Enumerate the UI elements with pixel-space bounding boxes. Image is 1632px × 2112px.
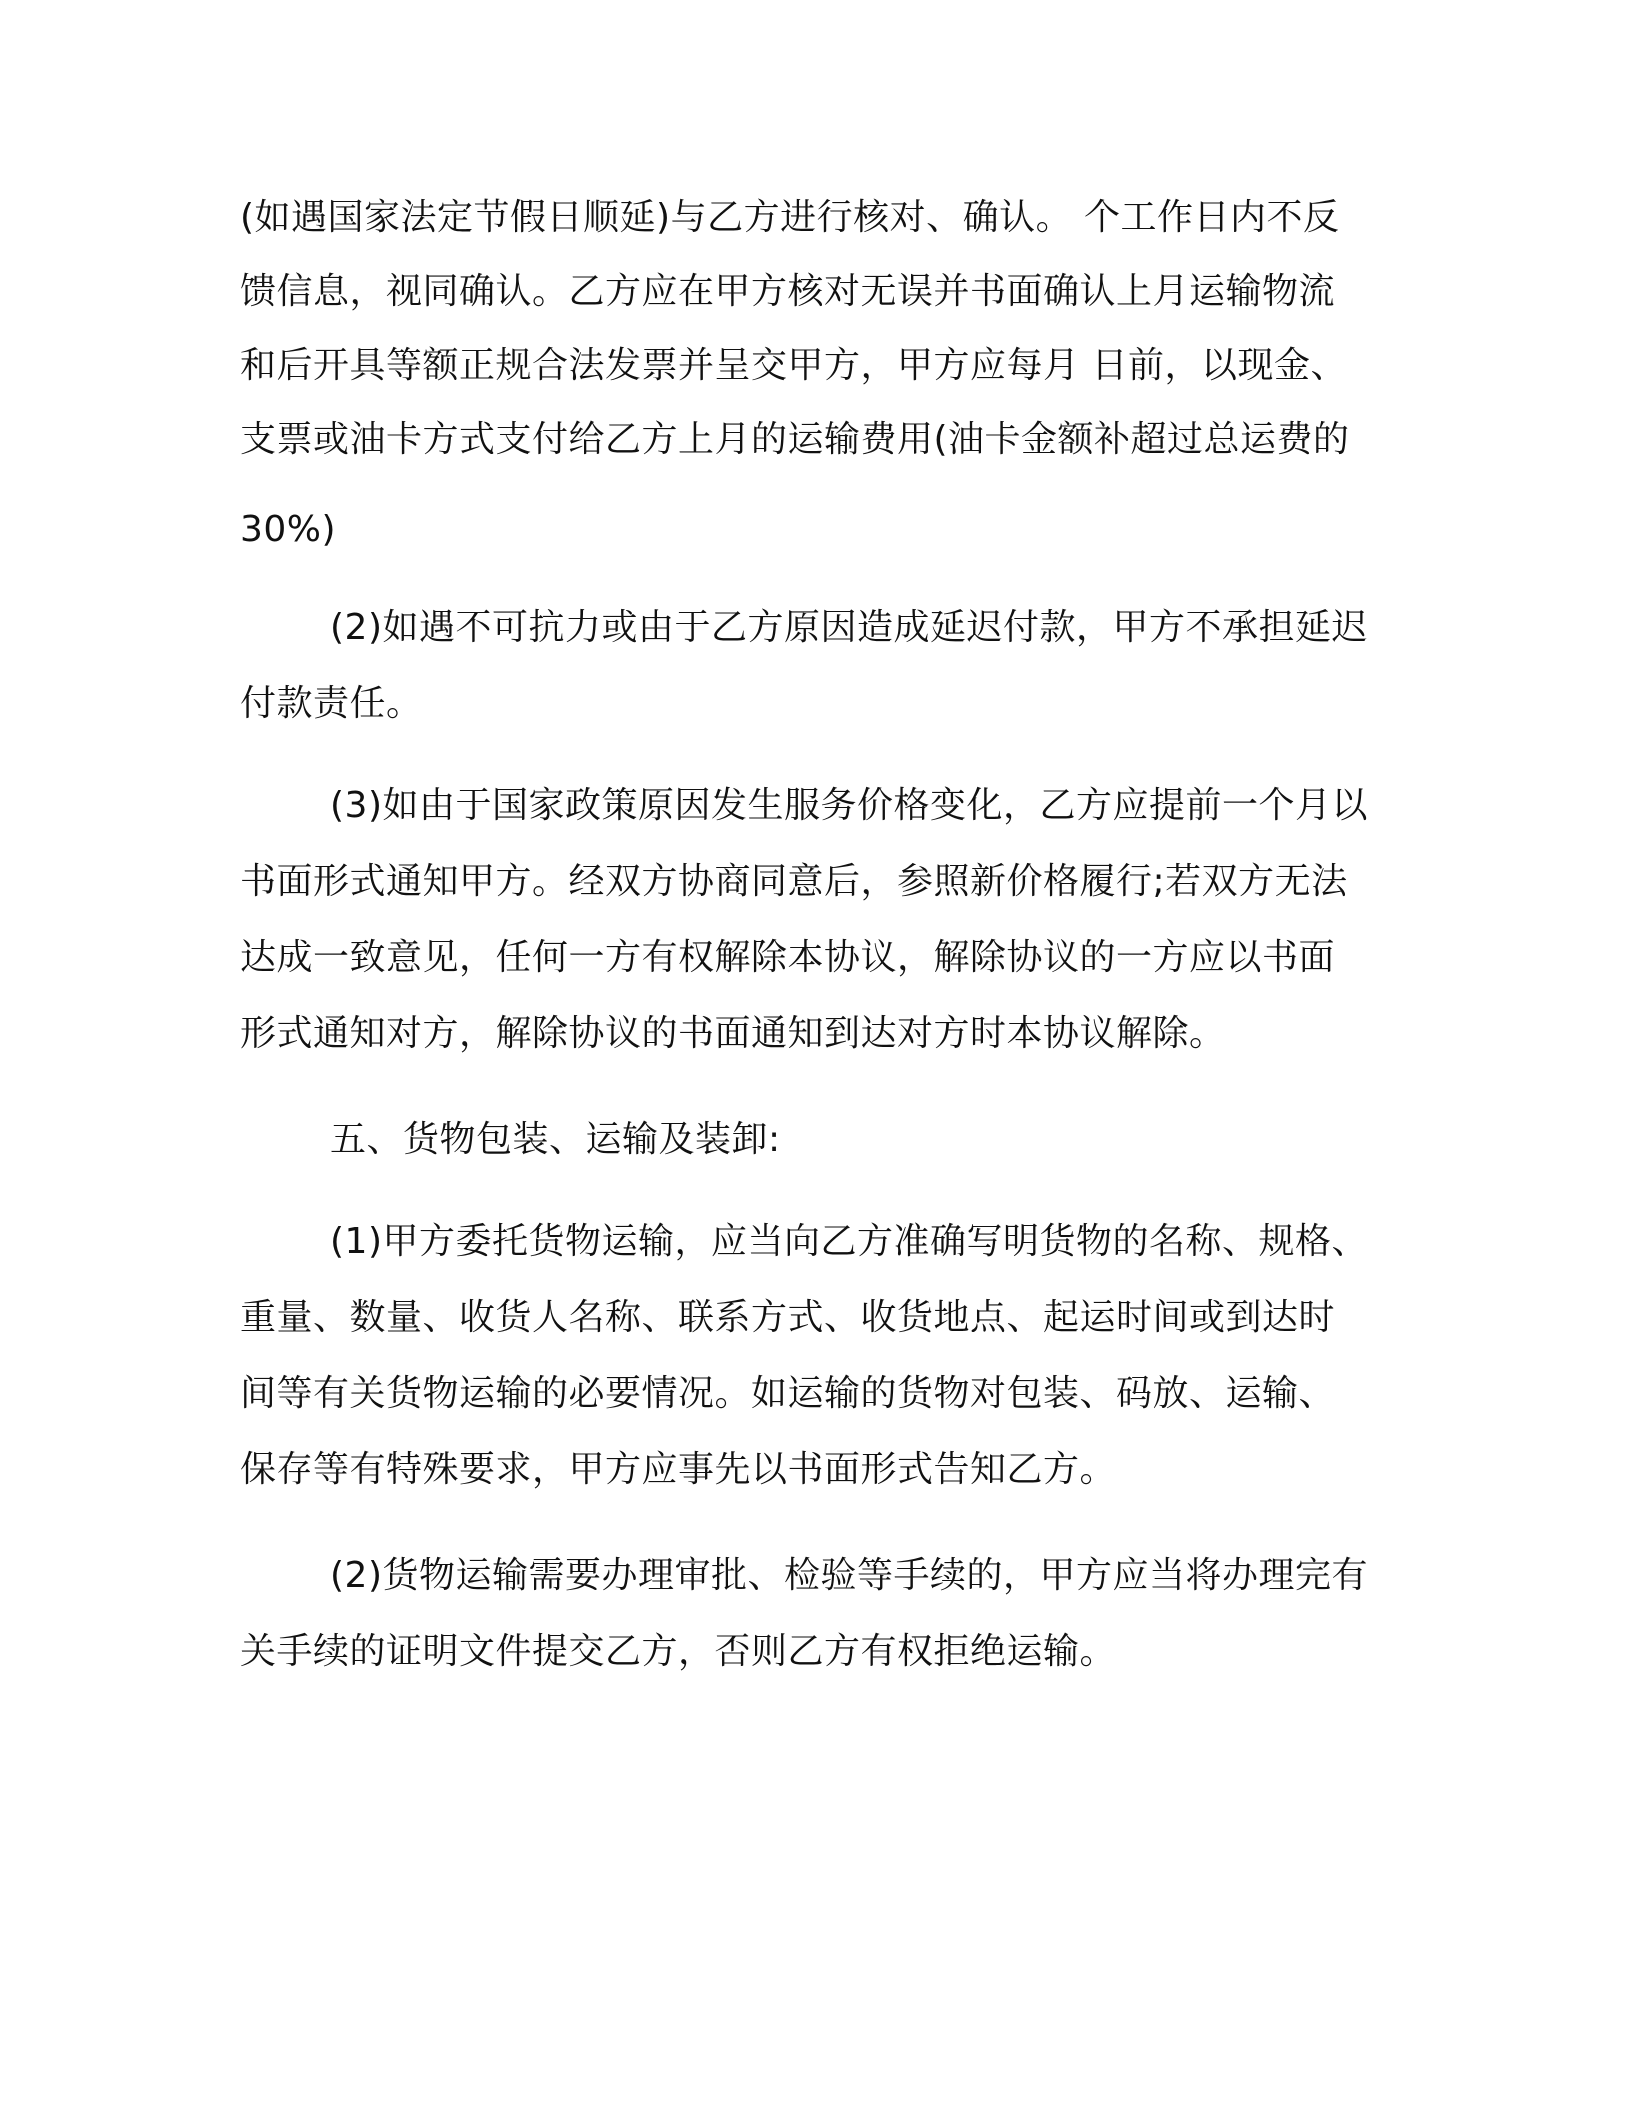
text-line: (1)甲方委托货物运输，应当向乙方准确写明货物的名称、规格、 <box>330 1221 1368 1262</box>
text-line: 30%) <box>240 509 337 550</box>
text-line: (2)如遇不可抗力或由于乙方原因造成延迟付款，甲方不承担延迟 <box>330 607 1368 648</box>
text-line: 支票或油卡方式支付给乙方上月的运输费用(油卡金额补超过总运费的 <box>240 419 1350 460</box>
text-line: 达成一致意见，任何一方有权解除本协议，解除协议的一方应以书面 <box>240 937 1336 978</box>
text-line: 保存等有特殊要求，甲方应事先以书面形式告知乙方。 <box>240 1449 1117 1490</box>
text-line: 间等有关货物运输的必要情况。如运输的货物对包装、码放、运输、 <box>240 1373 1336 1414</box>
text-line: 馈信息，视同确认。乙方应在甲方核对无误并书面确认上月运输物流 <box>240 271 1336 312</box>
section-heading: 五、货物包装、运输及装卸: <box>330 1119 781 1160</box>
text-line: (3)如由于国家政策原因发生服务价格变化，乙方应提前一个月以 <box>330 785 1368 826</box>
text-line: 书面形式通知甲方。经双方协商同意后，参照新价格履行;若双方无法 <box>240 861 1348 902</box>
text-line: 付款责任。 <box>240 683 423 724</box>
text-line: 重量、数量、收货人名称、联系方式、收货地点、起运时间或到达时 <box>240 1297 1336 1338</box>
text-line: (2)货物运输需要办理审批、检验等手续的，甲方应当将办理完有 <box>330 1555 1368 1596</box>
text-line: 和后开具等额正规合法发票并呈交甲方，甲方应每月 日前，以现金、 <box>240 345 1347 386</box>
text-line: 形式通知对方，解除协议的书面通知到达对方时本协议解除。 <box>240 1013 1226 1054</box>
text-line: 关手续的证明文件提交乙方，否则乙方有权拒绝运输。 <box>240 1631 1117 1672</box>
text-line: (如遇国家法定节假日顺延)与乙方进行核对、确认。 个工作日内不反 <box>240 197 1340 238</box>
